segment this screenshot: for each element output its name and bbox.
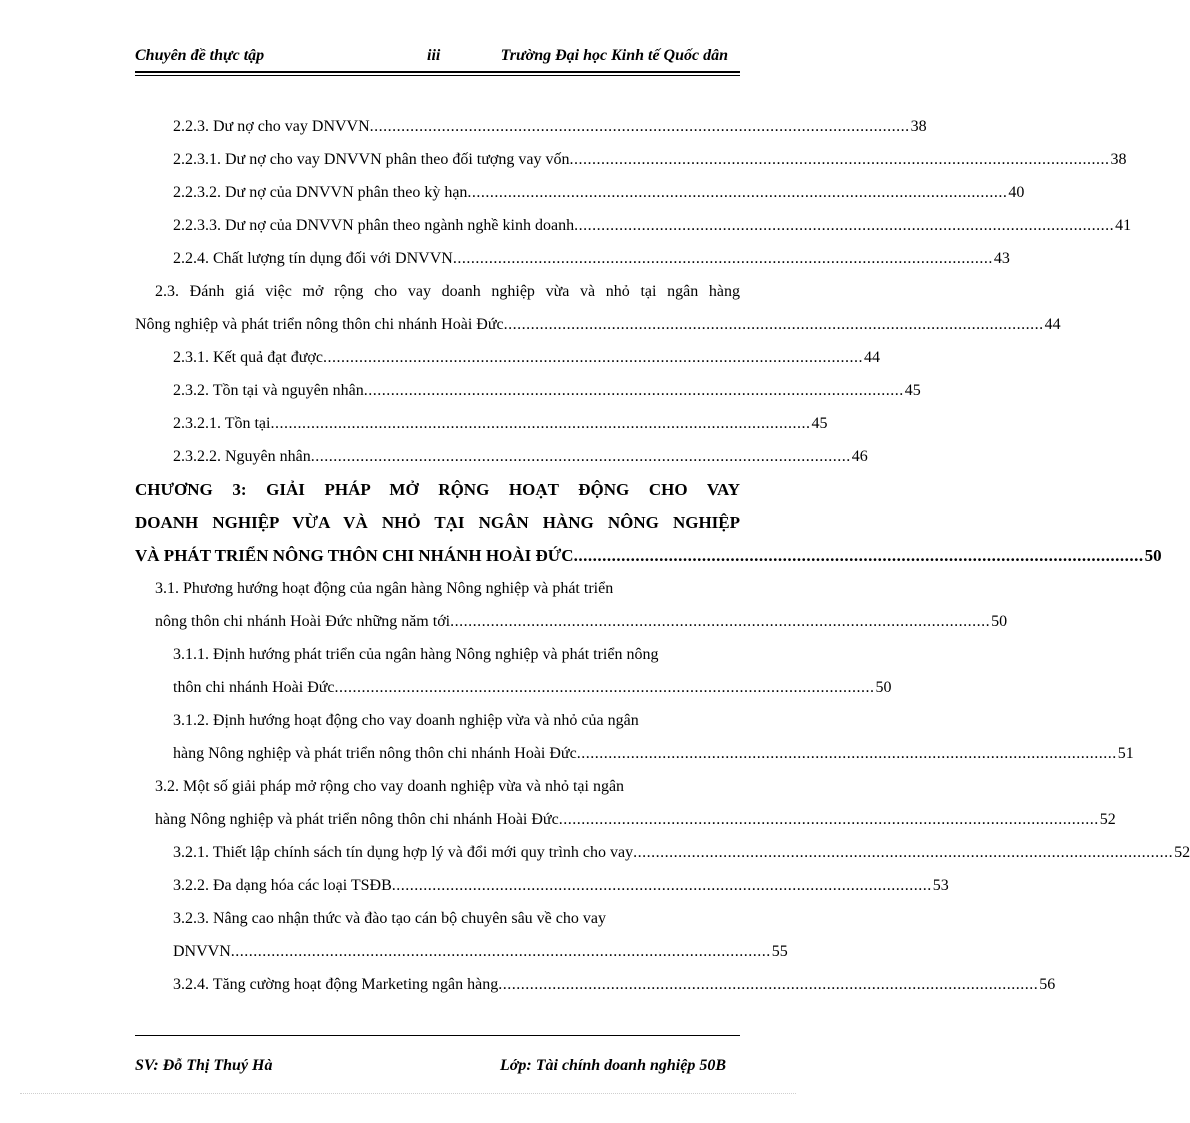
dot-leader: ........................................................................................................................ [369, 118, 910, 135]
toc-entry [173, 242, 1010, 275]
toc-entry-page: 50 [991, 613, 1008, 630]
toc-entry-title-line1: 3.2. Một số giải pháp mở rộng cho vay doanh nghiệp vừa và nhỏ tại ngân [155, 778, 625, 795]
toc-entry [173, 935, 788, 968]
toc-entry [173, 374, 921, 407]
toc-entry-page: 40 [1008, 184, 1025, 201]
footer-rule [135, 1035, 740, 1036]
toc-entry-line [155, 572, 740, 605]
toc-entry [173, 110, 927, 143]
toc-entry [173, 440, 868, 473]
dot-leader: ........................................................................................................................ [574, 217, 1115, 234]
toc-entry-title-line1: 3.1.2. Định hướng hoạt động cho vay doanh nghiệp vừa và nhỏ của ngân [173, 712, 639, 729]
toc-entry-title: hàng Nông nghiệp và phát triển nông thôn chi nhánh Hoài Đức [155, 811, 559, 828]
toc-entry-line [173, 704, 740, 737]
dot-leader: ........................................................................................................................ [467, 184, 1008, 201]
toc-entry-line [155, 275, 740, 308]
dot-leader: ........................................................................................................................ [569, 151, 1110, 168]
toc-entry-title: 2.2.3.2. Dư nợ của DNVVN phân theo kỳ hạn [173, 184, 468, 201]
toc-entry [155, 803, 1116, 836]
toc-entry-title: 2.3.2.1. Tồn tại [173, 415, 271, 432]
dot-leader: ........................................................................................................................ [334, 679, 875, 696]
toc-entry [173, 671, 892, 704]
toc-entry-page: 52 [1099, 811, 1116, 828]
chapter-title-line3: VÀ PHÁT TRIỂN NÔNG THÔN CHI NHÁNH HOÀI ĐỨC [135, 546, 574, 565]
dot-leader: ........................................................................................................................ [452, 250, 993, 267]
toc-entry-line [173, 902, 740, 935]
toc-entry-title: 2.3.2. Tồn tại và nguyên nhân [173, 382, 364, 399]
toc-entry-page: 38 [910, 118, 927, 135]
toc-entry-title: 3.2.2. Đa dạng hóa các loại TSĐB [173, 877, 392, 894]
dot-leader: ........................................................................................................................ [270, 415, 811, 432]
toc-entry-title: Nông nghiệp và phát triển nông thôn chi nhánh Hoài Đức [135, 316, 504, 333]
toc-entry [173, 407, 828, 440]
dot-leader: ........................................................................................................................ [391, 877, 932, 894]
toc-entry-title: 2.2.3.3. Dư nợ của DNVVN phân theo ngành nghề kinh doanh [173, 217, 575, 234]
toc-entry-title-line1: 3.1.1. Định hướng phát triển của ngân hàng Nông nghiệp và phát triển nông [173, 646, 659, 663]
toc-entry-title-line1: 3.2.3. Nâng cao nhận thức và đào tạo cán bộ chuyên sâu về cho vay [173, 910, 606, 927]
toc-entry-title: thôn chi nhánh Hoài Đức [173, 679, 335, 696]
toc-entry-page: 44 [863, 349, 880, 366]
toc-entry-line [173, 638, 740, 671]
dot-leader: ........................................................................................................................ [450, 613, 991, 630]
dot-leader: ........................................................................................................................ [576, 745, 1117, 762]
toc-entry-page: 55 [771, 943, 788, 960]
dot-leader: ........................................................................................................................ [503, 316, 1044, 333]
dot-leader: ........................................................................................................................ [230, 943, 771, 960]
toc-entry-page: 56 [1039, 976, 1056, 993]
toc-entry-page: 52 [1174, 844, 1190, 861]
dot-leader: ........................................................................................................................ [558, 811, 1099, 828]
chapter-title-line2: DOANH NGHIỆP VỪA VÀ NHỎ TẠI NGÂN HÀNG NÔNG NGHIỆP [135, 513, 740, 532]
footer-student-name: SV: Đỗ Thị Thuý Hà [135, 1057, 273, 1074]
toc-entry-page: 51 [1117, 745, 1134, 762]
toc-entry-title: DNVVN [173, 943, 231, 960]
header-university: Trường Đại học Kinh tế Quốc dân [500, 47, 728, 64]
toc-entry-page: 50 [875, 679, 892, 696]
toc-entry-title: 2.2.3. Dư nợ cho vay DNVVN [173, 118, 370, 135]
toc-entry [135, 308, 1061, 341]
toc-entry-title: 2.3.1. Kết quả đạt được [173, 349, 323, 366]
dot-leader: ........................................................................................................................ [573, 546, 1144, 565]
dot-leader: ........................................................................................................................ [633, 844, 1174, 861]
toc-entry-title: nông thôn chi nhánh Hoài Đức những năm tới [155, 613, 451, 630]
dot-leader: ........................................................................................................................ [322, 349, 863, 366]
toc-entry [173, 143, 1127, 176]
table-of-contents [135, 110, 1190, 1001]
toc-entry [173, 836, 1190, 869]
chapter-entry [135, 539, 1162, 572]
toc-entry-title: 2.3.2.2. Nguyên nhân [173, 448, 311, 465]
toc-entry [173, 968, 1056, 1001]
toc-entry [155, 605, 1008, 638]
page-bottom-border [20, 1093, 796, 1094]
chapter-heading-line [135, 506, 740, 539]
toc-entry-title: 2.2.3.1. Dư nợ cho vay DNVVN phân theo đối tượng vay vốn [173, 151, 570, 168]
toc-entry-page: 43 [993, 250, 1010, 267]
toc-entry-page: 45 [811, 415, 828, 432]
toc-entry-title: 3.2.1. Thiết lập chính sách tín dụng hợp lý và đổi mới quy trình cho vay [173, 844, 634, 861]
toc-entry [173, 209, 1132, 242]
toc-entry-page: 41 [1115, 217, 1132, 234]
toc-entry-page: 53 [932, 877, 949, 894]
toc-entry [173, 869, 949, 902]
toc-entry-line [155, 770, 740, 803]
toc-entry-title: 3.2.4. Tăng cường hoạt động Marketing ngân hàng [173, 976, 499, 993]
dot-leader: ........................................................................................................................ [310, 448, 851, 465]
toc-entry-page: 46 [851, 448, 868, 465]
toc-entry-title-line1: 3.1. Phương hướng hoạt động của ngân hàng Nông nghiệp và phát triển [155, 580, 614, 597]
toc-entry-title: hàng Nông nghiệp và phát triển nông thôn chi nhánh Hoài Đức [173, 745, 577, 762]
toc-entry [173, 737, 1134, 770]
chapter-title-line1: CHƯƠNG 3: GIẢI PHÁP MỞ RỘNG HOẠT ĐỘNG CHO VAY [135, 480, 740, 499]
toc-entry-title-line1: 2.3. Đánh giá việc mở rộng cho vay doanh nghiệp vừa và nhỏ tại ngân hàng [155, 283, 740, 300]
header-page-number: iii [427, 47, 441, 64]
toc-entry [173, 341, 880, 374]
page-header [135, 47, 740, 69]
toc-entry-page: 44 [1044, 316, 1061, 333]
header-rule [135, 71, 740, 76]
footer-class-name: Lớp: Tài chính doanh nghiệp 50B [500, 1057, 726, 1074]
toc-entry [173, 176, 1025, 209]
toc-entry-page: 38 [1110, 151, 1127, 168]
toc-entry-page: 45 [904, 382, 921, 399]
dot-leader: ........................................................................................................................ [363, 382, 904, 399]
chapter-heading-line [135, 473, 740, 506]
chapter-page: 50 [1144, 546, 1162, 565]
dot-leader: ........................................................................................................................ [498, 976, 1039, 993]
toc-entry-title: 2.2.4. Chất lượng tín dụng đối với DNVVN [173, 250, 453, 267]
header-course-title: Chuyên đề thực tập [135, 47, 265, 64]
